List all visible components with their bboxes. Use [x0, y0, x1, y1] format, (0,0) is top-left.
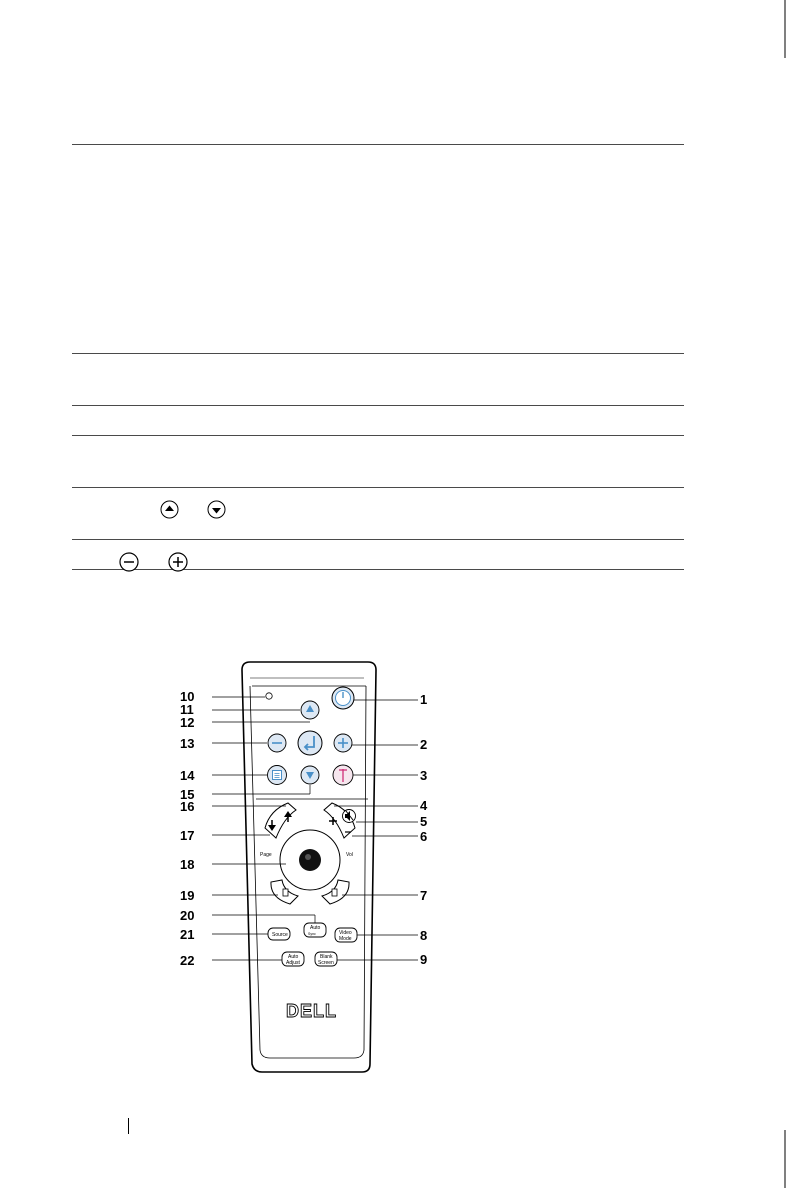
- table-rule: [72, 405, 684, 406]
- source-button-label: Source: [272, 932, 288, 938]
- blank-screen-label-2: Screen: [318, 960, 334, 966]
- video-mode-label-2: Mode: [339, 936, 352, 942]
- callout-13: 13: [180, 736, 195, 751]
- page-number-rule: [128, 1118, 129, 1134]
- dell-logo: DELL: [286, 1001, 337, 1021]
- down-arrow-button-icon: [207, 500, 226, 519]
- page-label: Page: [260, 852, 272, 858]
- callout-20: 20: [180, 908, 195, 923]
- callout-18: 18: [180, 857, 195, 872]
- table-rule: [72, 569, 684, 570]
- callout-14: 14: [180, 768, 195, 783]
- table-rule: [72, 539, 684, 540]
- minus-circle-icon: [119, 552, 139, 572]
- remote-control-illustration: [100, 660, 460, 1085]
- callout-15: 15: [180, 787, 195, 802]
- callout-19: 19: [180, 888, 195, 903]
- auto-sync-label-2: Sync: [308, 932, 316, 936]
- callout-4: 4: [420, 798, 428, 813]
- callout-8: 8: [420, 928, 428, 943]
- enter-button: [298, 731, 322, 755]
- callout-11: 11: [180, 702, 194, 717]
- auto-sync-label-1: Auto: [310, 925, 321, 931]
- table-rule: [72, 144, 684, 145]
- video-mode-label-1: Video: [339, 930, 352, 936]
- callout-5: 5: [420, 814, 428, 829]
- callout-12: 12: [180, 715, 195, 730]
- vol-label: Vol: [346, 852, 353, 858]
- auto-adjust-label-2: Adjust: [286, 960, 300, 966]
- callout-1: 1: [420, 692, 428, 707]
- callout-7: 7: [420, 888, 428, 903]
- up-arrow-button-icon: [160, 500, 179, 519]
- callout-2: 2: [420, 737, 428, 752]
- table-rule: [72, 487, 684, 488]
- status-led: [266, 693, 272, 699]
- blank-screen-label-1: Blank: [320, 954, 333, 960]
- table-rule: [72, 435, 684, 436]
- callout-16: 16: [180, 799, 195, 814]
- callout-9: 9: [420, 952, 428, 967]
- callout-6: 6: [420, 829, 428, 844]
- mouse-nub: [299, 849, 321, 871]
- callout-10: 10: [180, 689, 195, 704]
- callout-3: 3: [420, 768, 428, 783]
- plus-circle-icon: [168, 552, 188, 572]
- auto-adjust-label-1: Auto: [288, 954, 299, 960]
- table-rule: [72, 353, 684, 354]
- menu-icon: [273, 771, 282, 780]
- callout-22: 22: [180, 953, 195, 968]
- callout-17: 17: [180, 828, 195, 843]
- callout-21: 21: [180, 927, 195, 942]
